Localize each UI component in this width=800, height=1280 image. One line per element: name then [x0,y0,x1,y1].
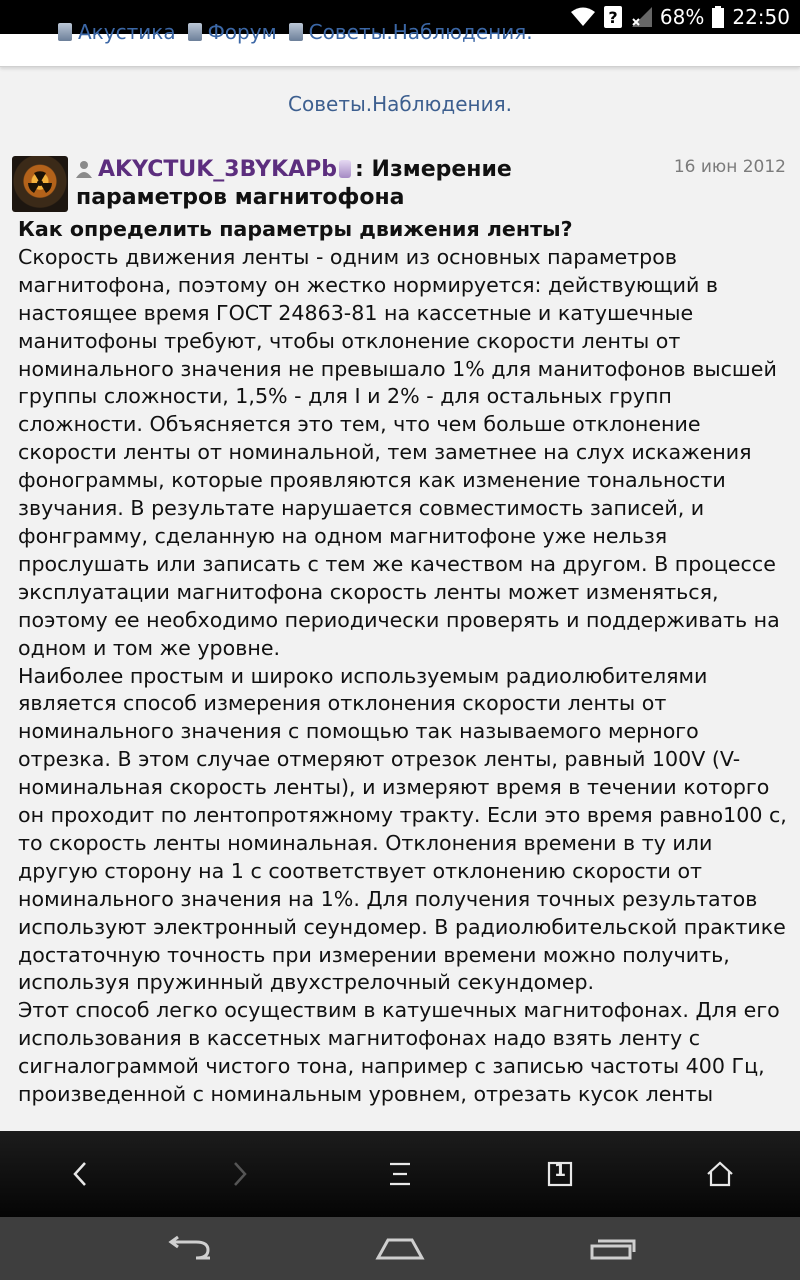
battery-level: 68% [659,5,705,29]
menu-icon [388,1161,412,1187]
system-home-icon [374,1236,426,1262]
recent-apps-icon [588,1236,636,1262]
system-back-button[interactable] [140,1217,240,1280]
clock: 22:50 [732,5,790,29]
menu-button[interactable] [360,1131,440,1217]
post-paragraph: Скорость движения ленты - одним из основных параметров магнитофона, поэтому он жестко нормируется: действующий в настоящее время ГОСТ 24863-81 на кассетные и катушечные манитофоны требуют, чтобы отклонение скорости ленты от номинального значения не превышало 1% для манитофонов высшей группы сложности, 1,5% - для I и 2% - для остальных групп сложности. Объясняется это тем, что чем больше отклонение скорости ленты от номинальной, тем заметнее на слух искажения фонограммы, которые проявляются как изменение тональности звучания. В результате нарушается совместимость записей, и фонграмму, сделанную на одном магнитофоне уже нельзя прослушать или записать с тем же качеством на другом. В процессе эксплуатации магнитофона скорость ленты может изменяться, поэтому ее необходимо периодически проверять и поддерживать на одном и том же уровне. [18,244,780,660]
home-button[interactable] [680,1131,760,1217]
battery-icon [712,6,724,28]
forward-button[interactable] [200,1131,280,1217]
system-home-button[interactable] [350,1217,450,1280]
breadcrumb-item-forum[interactable] [188,20,277,44]
recent-apps-button[interactable] [562,1217,662,1280]
system-back-icon [166,1236,214,1262]
post-title: Измерение параметров магнитофона [76,157,512,210]
breadcrumb-label: Советы.Наблюдения. [308,20,533,44]
radiation-icon [26,169,54,197]
title-separator: : [355,157,364,182]
post-paragraph: Этот способ легко осуществим в катушечных магнитофонах. Для его использования в кассетных магнитофонах надо взять ленту с сигналограммой чистого тона, например с записью частоты 400 Гц, произведенной с номинальным уровнем, отрезать кусок ленты [18,998,780,1107]
folder-icon [289,23,303,41]
breadcrumb-label: Форум [207,20,277,44]
folder-icon [188,23,202,41]
breadcrumb-item-acoustics[interactable] [58,20,176,44]
breadcrumb-label: Акустика [78,20,176,44]
system-nav-bar [0,1217,800,1280]
rank-icon [339,160,351,178]
post-body [18,216,790,1132]
back-icon [70,1160,90,1188]
breadcrumb-item-tips[interactable] [289,20,533,44]
post-paragraph: Наиболее простым и широко используемым радиолюбителями является способ измерения отклонения скорости ленты от номинального значения с помощью так называемого мерного отрезка. В этом случае отмеряют отрезок ленты, равный 100V (V- номинальная скорость ленты), и измеряют время в течении которго он проходит по лентопротяжному тракту. Если это время равно100 с, то скорость ленты номинальная. Отклонения времени в ту или другую сторону на 1 с соответствует отклонению скорости от номинального значения на 1%. Для получения точных результатов используют электронный сеундомер. В радиолюбительской практике достаточную точность при измерении времени можно получить, используя пружинный двухстрелочный секундомер. [18,663,787,995]
back-button[interactable] [40,1131,120,1217]
post-header [76,156,666,212]
breadcrumb [0,20,800,67]
tabs-button[interactable] [520,1131,600,1217]
browser-toolbar [0,1131,800,1217]
forward-icon [230,1160,250,1188]
post-date: 16 июн 2012 [673,157,786,177]
home-icon [706,1161,734,1187]
help-icon [604,6,622,28]
avatar[interactable] [12,156,68,212]
tab-count: 1 [554,1161,566,1181]
post-question: Как определить параметры движения ленты? [18,217,573,241]
wifi-icon [570,7,596,27]
signal-icon [630,7,652,27]
folder-icon [58,23,72,41]
author-link[interactable]: AKYCTUK_3BYKAPb [98,157,338,182]
section-link[interactable]: Советы.Наблюдения. [288,92,512,116]
svg-text:?: ? [608,8,618,27]
user-icon [76,160,92,178]
